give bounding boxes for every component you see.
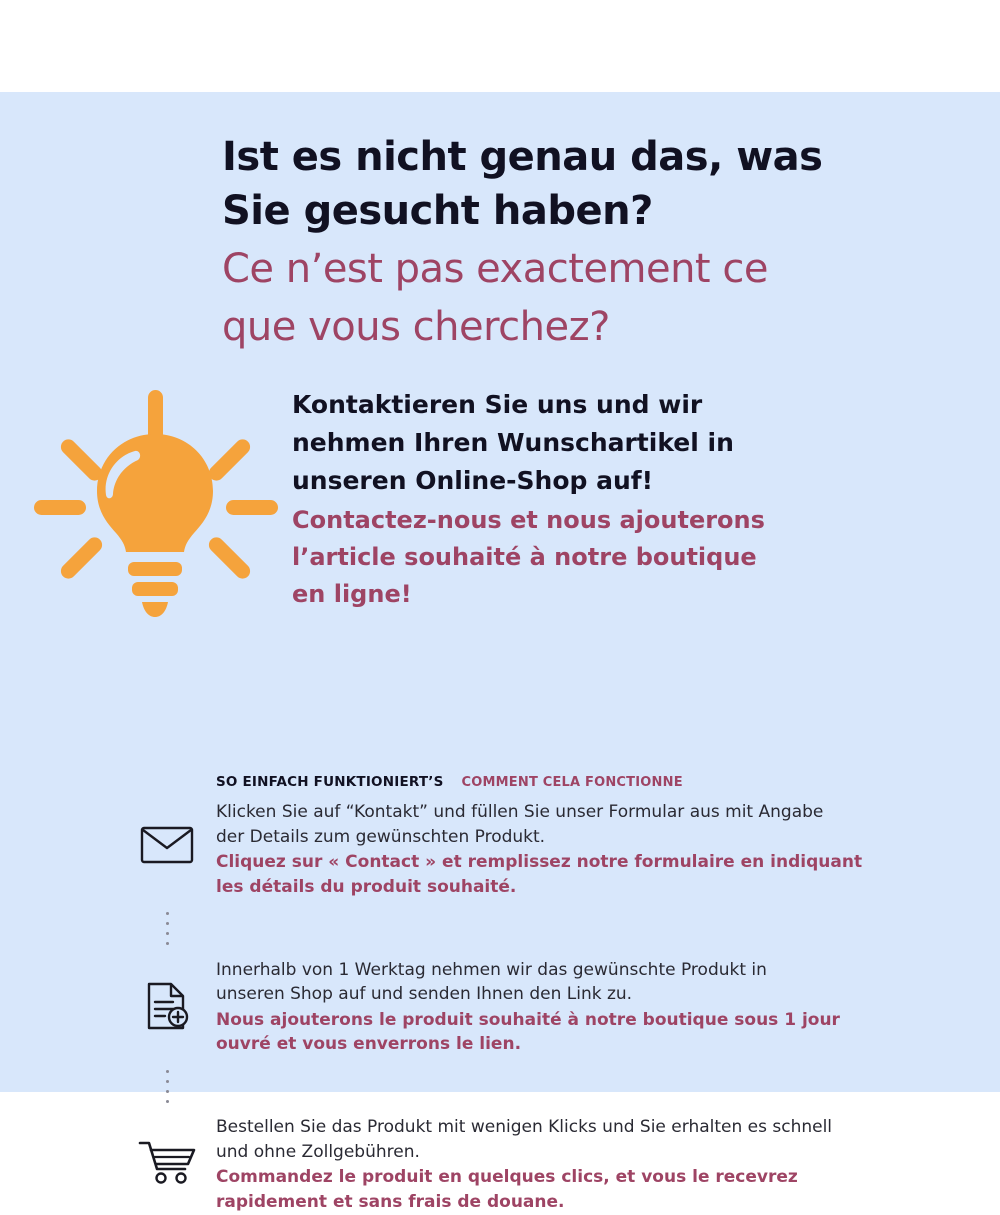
step-de-line1: Innerhalb von 1 Werktag nehmen wir das gewünschte Produkt in — [216, 959, 767, 980]
step-fr — [216, 1008, 938, 1057]
intro-block — [292, 386, 932, 614]
howto-steps — [118, 800, 938, 1215]
headline-de — [222, 130, 932, 238]
step-connector-dots — [118, 1057, 216, 1115]
step-de-line2: unseren Shop auf und senden Ihnen den Link zu. — [216, 984, 633, 1005]
step-de-line2: der Details zum gewünschten Produkt. — [216, 826, 546, 847]
step-icon-slot — [118, 1115, 216, 1185]
step-de-line1: Bestellen Sie das Produkt mit wenigen Klicks und Sie erhalten es schnell — [216, 1117, 833, 1138]
step-fr-line2: ouvré et vous enverrons le lien. — [216, 1034, 522, 1055]
howto-step — [118, 958, 938, 1058]
intro-de-line3: unseren Online-Shop auf! — [292, 466, 654, 495]
step-de — [216, 800, 938, 849]
intro-fr-line1: Contactez-nous et nous ajouterons — [292, 506, 765, 534]
step-fr — [216, 850, 938, 899]
step-de — [216, 958, 938, 1007]
step-text — [216, 958, 938, 1058]
promo-panel — [0, 92, 1000, 1213]
intro-fr — [292, 502, 932, 614]
headline-fr-line1: Ce n’est pas exactement ce — [222, 246, 768, 292]
step-fr-line2: rapidement et sans frais de douane. — [216, 1192, 565, 1213]
step-de-line1: Klicken Sie auf “Kontakt” und füllen Sie unser Formular aus mit Angabe — [216, 802, 824, 822]
intro-de-line1: Kontaktieren Sie uns und wir — [292, 390, 703, 419]
step-connector-dots — [118, 900, 216, 958]
envelope-icon — [140, 824, 194, 864]
step-text — [216, 800, 938, 900]
intro-de — [292, 386, 932, 500]
step-fr-line2: les détails du produit souhaité. — [216, 876, 517, 897]
lightbulb-illustration — [30, 382, 280, 632]
step-fr-line1: Commandez le produit en quelques clics, et vous le recevrez — [216, 1167, 798, 1188]
lightbulb-icon — [30, 382, 280, 632]
step-fr-line1: Nous ajouterons le produit souhaité à notre boutique sous 1 jour — [216, 1009, 840, 1030]
howto-heading-de: SO EINFACH FUNKTIONIERT’S — [216, 774, 444, 790]
headline-fr-line2: que vous cherchez? — [222, 304, 610, 350]
headline-block — [222, 130, 932, 356]
shopping-cart-icon — [138, 1139, 196, 1185]
step-de — [216, 1115, 938, 1164]
intro-de-line2: nehmen Ihren Wunschartikel in — [292, 428, 734, 457]
headline-fr — [222, 240, 932, 356]
step-fr-line1: Cliquez sur « Contact » et remplissez notre formulaire en indiquant — [216, 852, 863, 873]
howto-heading — [216, 774, 683, 790]
step-fr — [216, 1165, 938, 1214]
howto-step — [118, 800, 938, 900]
intro-fr-line2: l’article souhaité à notre boutique — [292, 543, 757, 572]
step-de-line2: und ohne Zollgebühren. — [216, 1141, 420, 1162]
step-icon-slot — [118, 800, 216, 864]
intro-fr-line3: en ligne! — [292, 580, 412, 609]
howto-heading-fr: COMMENT CELA FONCTIONNE — [461, 775, 683, 790]
headline-de-line1: Ist es nicht genau das, was — [222, 134, 823, 180]
step-icon-slot — [118, 958, 216, 1030]
headline-de-line2: Sie gesucht haben? — [222, 188, 653, 234]
document-add-icon — [143, 982, 191, 1030]
